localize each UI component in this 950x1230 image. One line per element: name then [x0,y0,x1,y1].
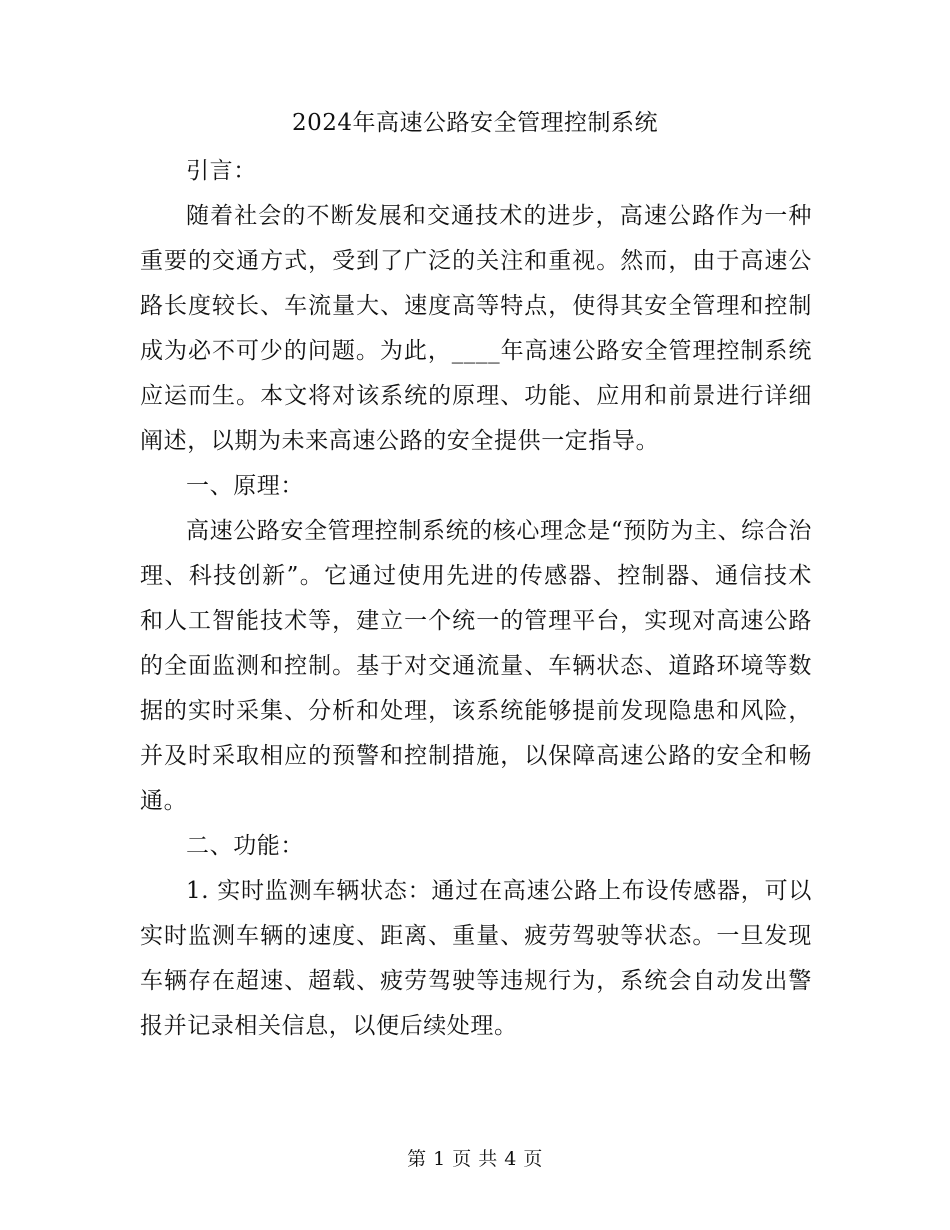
document-title: 2024年高速公路安全管理控制系统 [291,110,659,136]
intro-paragraph: 随着社会的不断发展和交通技术的进步，高速公路作为一种重要的交通方式，受到了广泛的关注和重视。然而，由于高速公路长度较长、车流量大、速度高等特点，使得其安全管理和控制成为必不可少的问题。为此，____年高速公路安全管理控制系统应运而生。本文将对该系统的原理、功能、应用和前景进行详细阐述，以期为未来高速公路的安全提供一定指导。 [140,203,812,454]
section-function-heading: 二、功能： [186,833,304,859]
section-principle-paragraph: 高速公路安全管理控制系统的核心理念是“预防为主、综合治理、科技创新”。它通过使用先进的传感器、控制器、通信技术和人工智能技术等，建立一个统一的管理平台，实现对高速公路的全面监测和控制。基于对交通流量、车辆状态、道路环境等数据的实时采集、分析和处理，该系统能够提前发现隐患和风险，并及时采取相应的预警和控制措施，以保障高速公路的安全和畅通。 [140,518,812,814]
document-body [140,149,812,1049]
section-principle-heading: 一、原理： [186,473,304,499]
section-function-item-1: 1. 实时监测车辆状态：通过在高速公路上布设传感器，可以实时监测车辆的速度、距离、重量、疲劳驾驶等状态。一旦发现车辆存在超速、超载、疲劳驾驶等违规行为，系统会自动发出警报并记录相关信息，以便后续处理。 [140,878,812,1039]
intro-heading: 引言： [186,158,257,184]
page-footer: 第 1 页 共 4 页 [407,1148,543,1170]
